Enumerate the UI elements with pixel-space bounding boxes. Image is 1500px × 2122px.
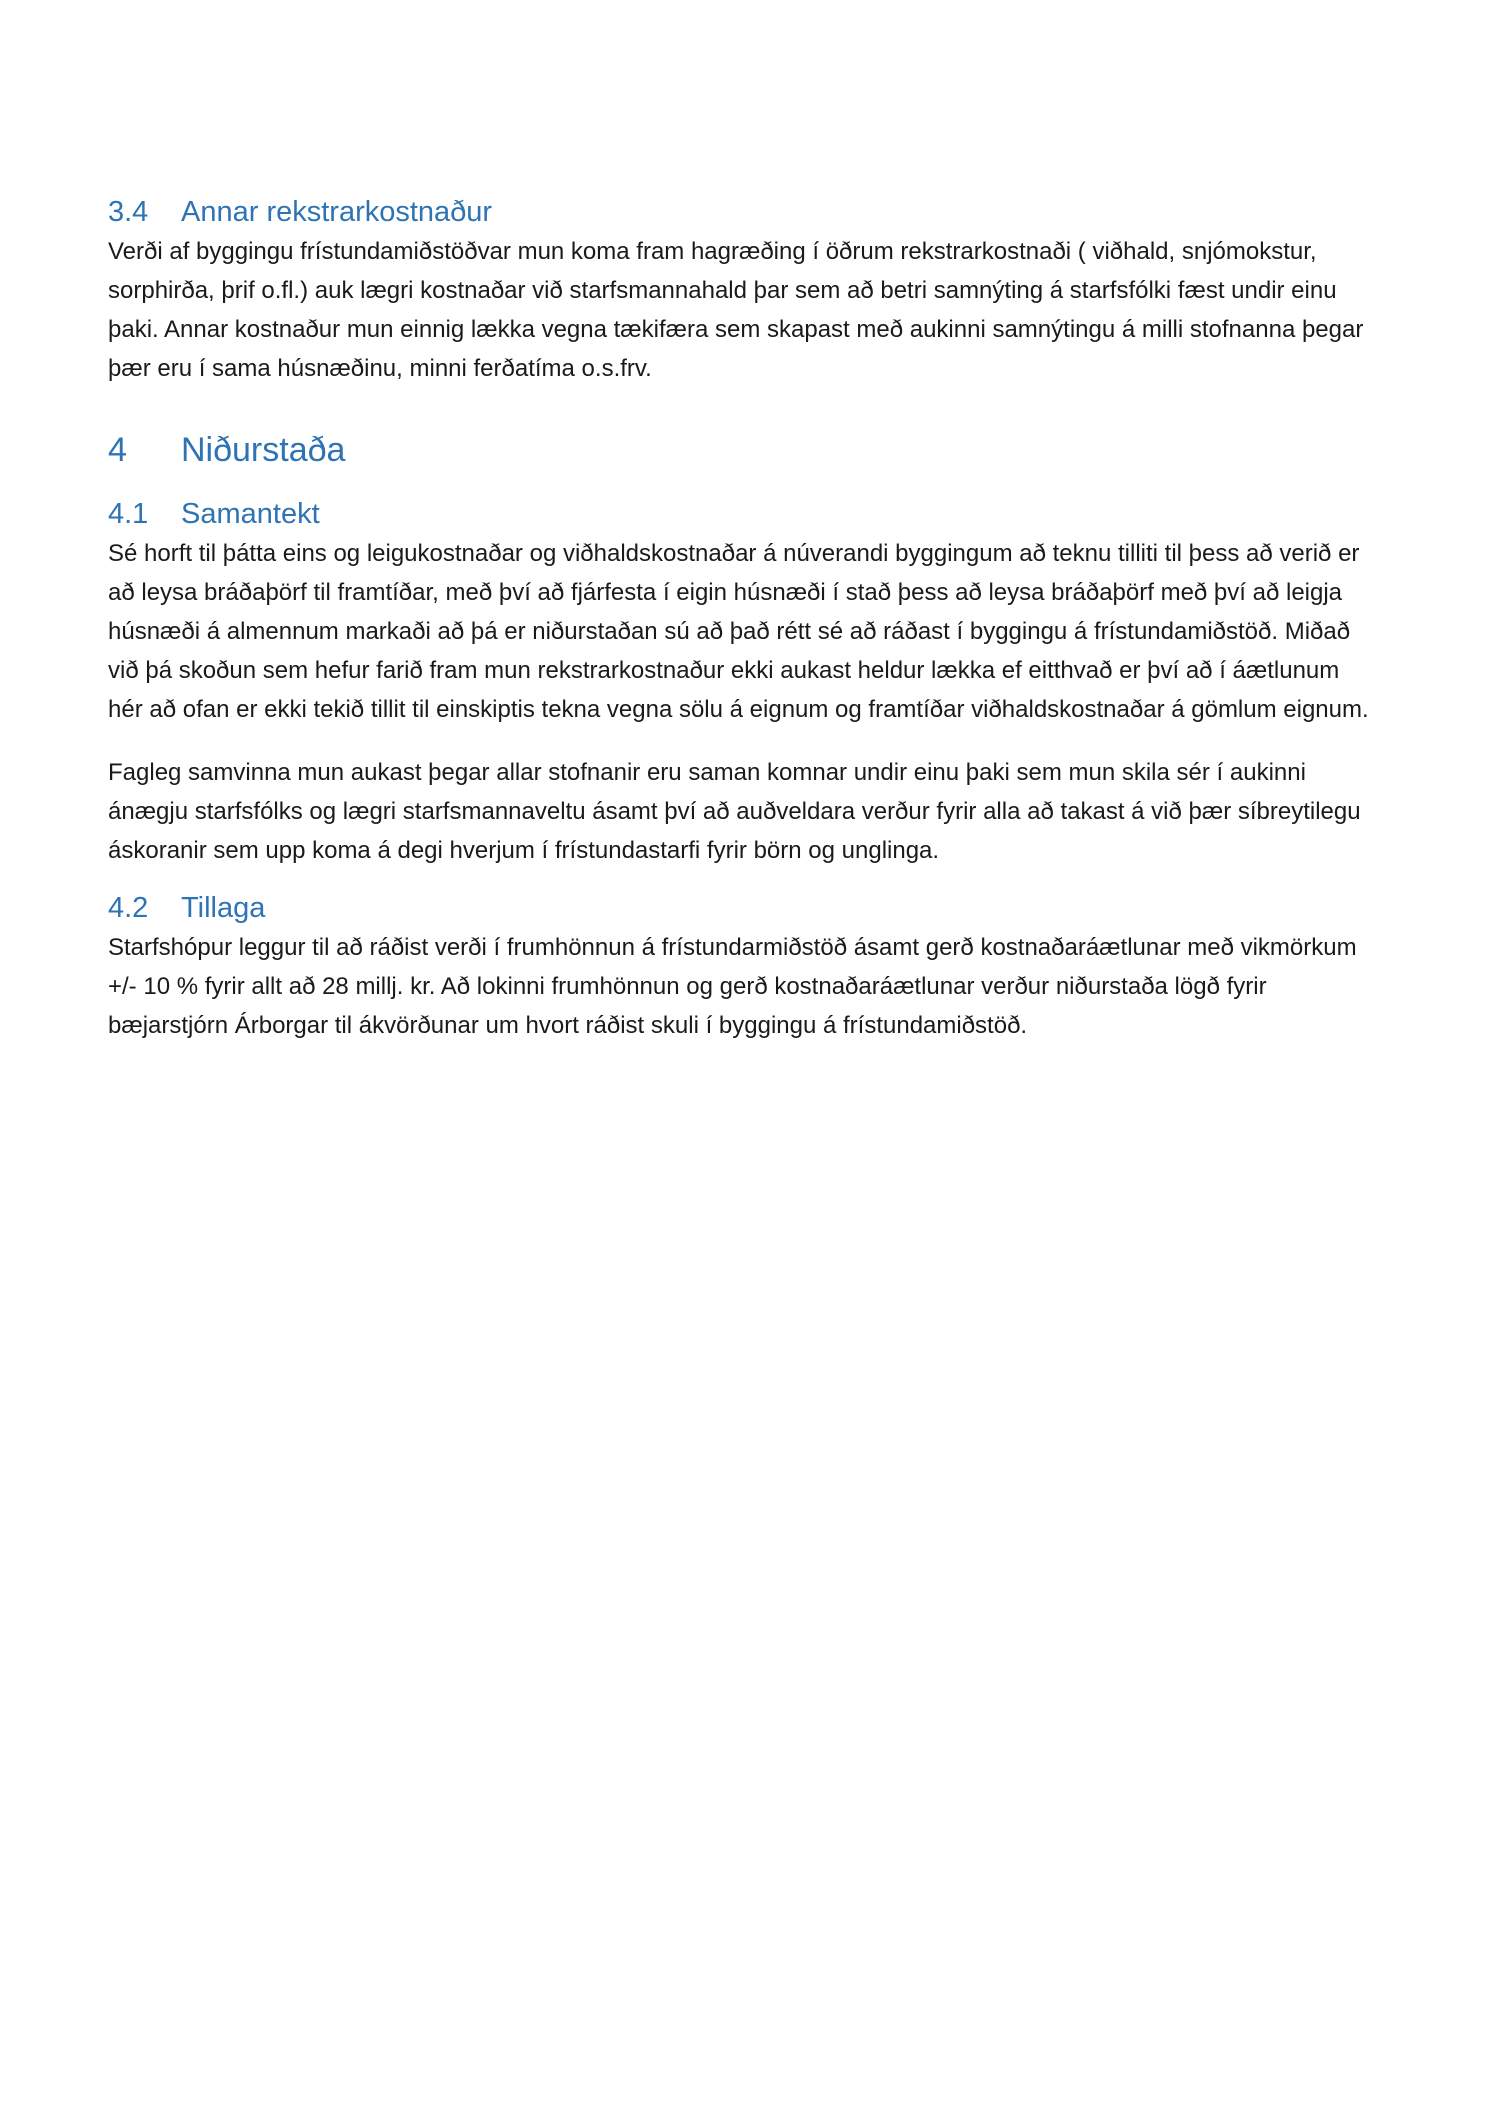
section-number: 4 <box>108 431 127 469</box>
section-heading-4-2 <box>108 888 1370 928</box>
section-title: Niðurstaða <box>181 431 346 469</box>
section-number: 3.4 <box>108 196 149 228</box>
section-4-2-paragraph: Starfshópur leggur til að ráðist verði í frumhönnun á frístundarmiðstöð ásamt gerð kostnaðaráætlunar með vikmörkum +/- 10 % fyrir allt að 28 millj. kr. Að lokinni frumhönnun og gerð kostnaðaráætlunar verður niðurstaða lögð fyrir bæjarstjórn Árborgar til ákvörðunar um hvort ráðist skuli í byggingu á frístundamiðstöð. <box>108 934 1357 1039</box>
section-title: Samantekt <box>181 498 320 530</box>
section-title: Annar rekstrarkostnaður <box>181 196 493 228</box>
section-title: Tillaga <box>181 892 266 924</box>
section-number: 4.1 <box>108 498 149 530</box>
section-4-1-paragraph-2: Fagleg samvinna mun aukast þegar allar stofnanir eru saman komnar undir einu þaki sem mun skila sér í aukinni ánægju starfsfólks og lægri starfsmannaveltu ásamt því að auðveldara verður fyrir alla að takast á við þær síbreytilegu áskoranir sem upp koma á degi hverjum í frístundastarfi fyrir börn og unglinga. <box>108 759 1361 864</box>
section-heading-3-4 <box>108 192 1370 232</box>
section-3-4-paragraph: Verði af byggingu frístundamiðstöðvar mun koma fram hagræðing í öðrum rekstrarkostnaði ( viðhald, snjómokstur, sorphirða, þrif o.fl.) auk lægri kostnaðar við starfsmannahald þar sem að betri samnýting á starfsfólki fæst undir einu þaki. Annar kostnaður mun einnig lækka vegna tækifæra sem skapast með aukinni samnýtingu á milli stofnanna þegar þær eru í sama húsnæðinu, minni ferðatíma o.s.frv. <box>108 238 1364 382</box>
document-page <box>108 192 1370 1045</box>
section-number: 4.2 <box>108 892 149 924</box>
section-heading-4-1 <box>108 494 1370 534</box>
section-4-1-paragraph-1: Sé horft til þátta eins og leigukostnaðar og viðhaldskostnaðar á núverandi byggingum að teknu tilliti til þess að verið er að leysa bráðaþörf til framtíðar, með því að fjárfesta í eigin húsnæði í stað þess að leysa bráðaþörf með því að leigja húsnæði á almennum markaði að þá er niðurstaðan sú að það rétt sé að ráðast í byggingu á frístundamiðstöð. Miðað við þá skoðun sem hefur farið fram mun rekstrarkostnaður ekki aukast heldur lækka ef eitthvað er því að í áætlunum hér að ofan er ekki tekið tillit til einskiptis tekna vegna sölu á eignum og framtíðar viðhaldskostnaðar á gömlum eignum. <box>108 540 1369 723</box>
section-heading-4 <box>108 428 1370 472</box>
